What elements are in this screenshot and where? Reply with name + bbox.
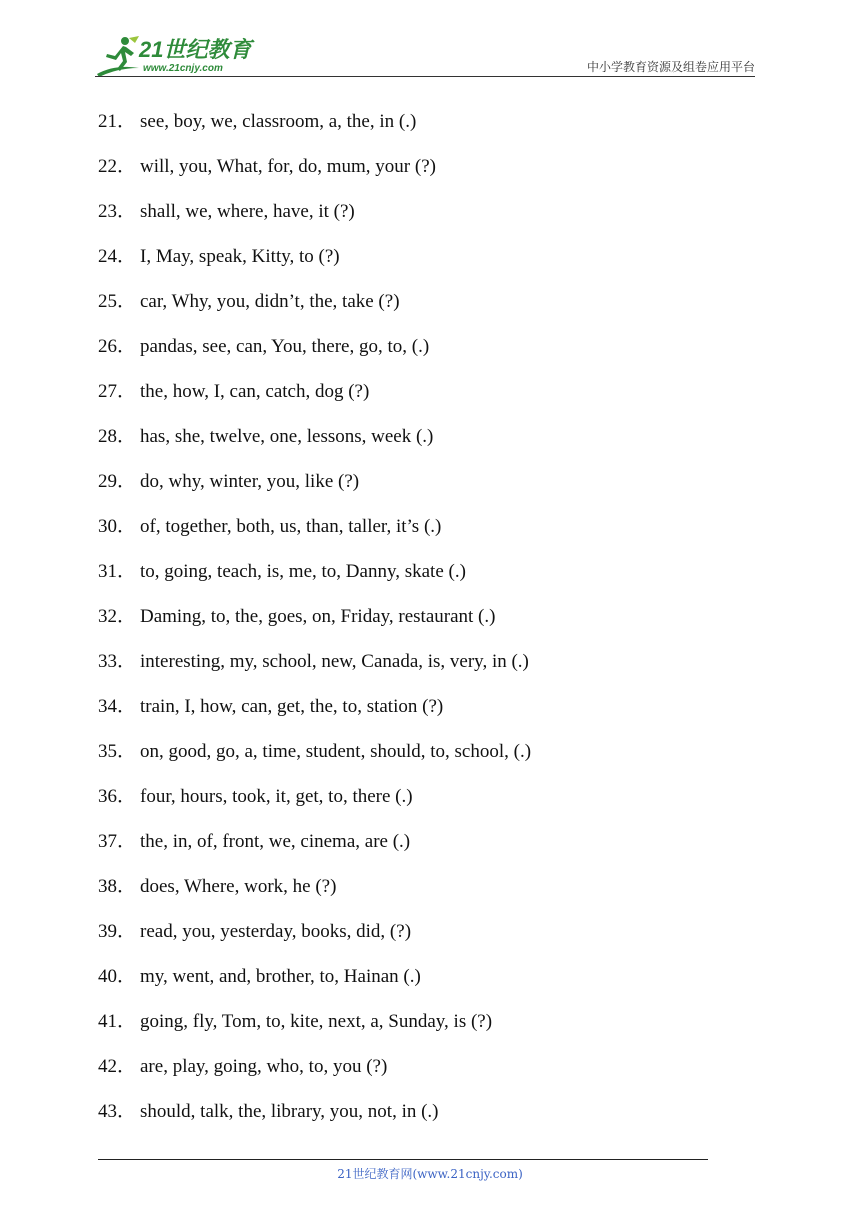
question-text: car, Why, you, didn’t, the, take (?) — [140, 291, 400, 312]
question-text: four, hours, took, it, get, to, there (.) — [140, 786, 413, 807]
question-number: 22． — [98, 156, 137, 177]
question-number: 39． — [98, 921, 137, 942]
question-item — [98, 738, 738, 783]
question-text: interesting, my, school, new, Canada, is, very, in (.) — [140, 651, 529, 672]
runner-logo-icon — [95, 34, 141, 78]
question-item — [98, 378, 738, 423]
question-number: 23． — [98, 201, 137, 222]
question-item — [98, 693, 738, 738]
question-number: 43． — [98, 1101, 137, 1122]
question-text: train, I, how, can, get, the, to, station (?) — [140, 696, 444, 717]
footer-divider — [98, 1159, 708, 1160]
question-number: 34． — [98, 696, 137, 717]
question-item — [98, 558, 738, 603]
question-text: going, fly, Tom, to, kite, next, a, Sunday, is (?) — [140, 1011, 493, 1032]
question-text: my, went, and, brother, to, Hainan (.) — [140, 966, 421, 987]
question-item — [98, 1053, 738, 1098]
question-list — [98, 108, 738, 1143]
question-item — [98, 333, 738, 378]
platform-name: 中小学教育资源及组卷应用平台 — [586, 60, 755, 74]
question-text: does, Where, work, he (?) — [140, 876, 337, 897]
question-text: Daming, to, the, goes, on, Friday, restaurant (.) — [140, 606, 496, 627]
question-text: will, you, What, for, do, mum, your (?) — [140, 156, 436, 177]
question-item — [98, 828, 738, 873]
question-item — [98, 288, 738, 333]
question-number: 40． — [98, 966, 137, 987]
question-item — [98, 1008, 738, 1053]
question-text: the, in, of, front, we, cinema, are (.) — [140, 831, 411, 852]
question-item — [98, 1098, 738, 1143]
question-number: 42． — [98, 1056, 137, 1077]
question-text: I, May, speak, Kitty, to (?) — [140, 246, 340, 267]
question-number: 33． — [98, 651, 137, 672]
question-item — [98, 513, 738, 558]
site-logo[interactable] — [95, 34, 265, 78]
logo-wordmark: 21世纪教育 — [139, 37, 252, 62]
question-number: 30． — [98, 516, 137, 537]
question-item — [98, 648, 738, 693]
question-number: 31． — [98, 561, 137, 582]
question-number: 32． — [98, 606, 137, 627]
question-number: 41． — [98, 1011, 137, 1032]
question-text: shall, we, where, have, it (?) — [140, 201, 355, 222]
question-text: should, talk, the, library, you, not, in (.) — [140, 1101, 439, 1122]
question-item — [98, 918, 738, 963]
question-number: 37． — [98, 831, 137, 852]
question-text: see, boy, we, classroom, a, the, in (.) — [140, 111, 417, 132]
question-text: pandas, see, can, You, there, go, to, (.) — [140, 336, 430, 357]
question-number: 26． — [98, 336, 137, 357]
header-divider — [95, 76, 755, 77]
question-number: 27． — [98, 381, 137, 402]
logo-url: www.21cnjy.com — [143, 63, 223, 74]
question-number: 36． — [98, 786, 137, 807]
question-text: of, together, both, us, than, taller, it’s (.) — [140, 516, 442, 537]
question-item — [98, 423, 738, 468]
question-item — [98, 468, 738, 513]
question-text: read, you, yesterday, books, did, (?) — [140, 921, 412, 942]
question-item — [98, 783, 738, 828]
question-number: 35． — [98, 741, 137, 762]
question-number: 28． — [98, 426, 137, 447]
question-number: 38． — [98, 876, 137, 897]
question-text: are, play, going, who, to, you (?) — [140, 1056, 388, 1077]
question-number: 24． — [98, 246, 137, 267]
question-item — [98, 243, 738, 288]
question-text: the, how, I, can, catch, dog (?) — [140, 381, 370, 402]
question-text: do, why, winter, you, like (?) — [140, 471, 360, 492]
page-footer[interactable]: 21世纪教育网(www.21cnjy.com) — [337, 1167, 523, 1181]
question-number: 21． — [98, 111, 137, 132]
page-header — [95, 30, 755, 78]
question-item — [98, 108, 738, 153]
question-number: 25． — [98, 291, 137, 312]
question-item — [98, 873, 738, 918]
question-item — [98, 603, 738, 648]
question-text: on, good, go, a, time, student, should, to, school, (.) — [140, 741, 532, 762]
question-text: has, she, twelve, one, lessons, week (.) — [140, 426, 434, 447]
question-number: 29． — [98, 471, 137, 492]
question-item — [98, 963, 738, 1008]
question-item — [98, 153, 738, 198]
question-text: to, going, teach, is, me, to, Danny, skate (.) — [140, 561, 466, 582]
question-item — [98, 198, 738, 243]
